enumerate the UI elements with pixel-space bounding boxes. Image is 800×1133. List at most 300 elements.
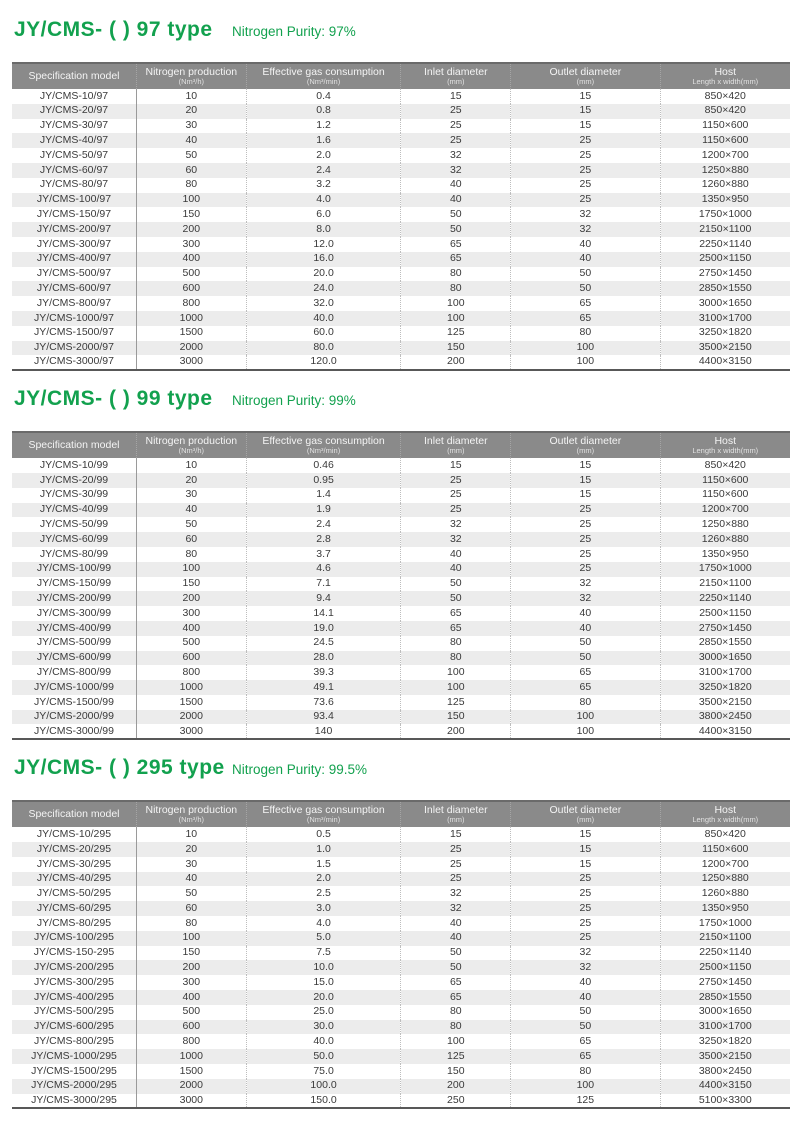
table-row [12,296,790,311]
table-cell: 100 [511,724,660,739]
table-cell: JY/CMS-200/99 [36,591,112,604]
table-cell: 1150×600 [660,473,790,488]
table-cell: JY/CMS-60/99 [39,532,109,545]
table-cell: 50 [401,960,511,975]
table-cell: 32 [401,163,511,178]
table-row [12,355,790,370]
table-cell: 32 [511,222,660,237]
column-label: Host [714,66,737,79]
table-cell: 3.0 [246,901,401,916]
table-cell: 15 [511,89,660,104]
table-row [12,695,790,710]
table-cell: 80 [136,547,246,562]
column-label: Nitrogen production [145,435,238,448]
table-cell: 25 [511,931,660,946]
table-cell: JY/CMS-500/97 [36,267,112,280]
table-cell: 50 [401,222,511,237]
table-row [12,916,790,931]
table-row [12,119,790,134]
table-cell: 32 [401,901,511,916]
table-row [12,547,790,562]
column-header [246,432,401,458]
table-cell: 65 [511,296,660,311]
table-cell: 2500×1150 [660,252,790,267]
table-cell: JY/CMS-60/295 [36,901,112,914]
table-cell: 4.0 [246,916,401,931]
table-header [12,63,790,89]
table-cell: 28.0 [246,651,401,666]
table-row [12,222,790,237]
table-cell: 100 [401,311,511,326]
table-cell: 25 [401,857,511,872]
table-cell: 500 [136,267,246,282]
table-cell: 125 [401,1049,511,1064]
table-cell: 2850×1550 [660,281,790,296]
table-cell: 32 [511,960,660,975]
column-header [246,63,401,89]
table-cell: 40 [401,547,511,562]
table-cell: 3000 [136,355,246,370]
table-row [12,532,790,547]
table-cell: 150 [401,710,511,725]
table-cell: 2850×1550 [660,990,790,1005]
table-row [12,1020,790,1035]
table-cell: JY/CMS-50/295 [36,887,112,900]
table-cell: 400 [136,621,246,636]
column-header [511,432,660,458]
table-cell: 300 [136,237,246,252]
table-cell: 1.4 [246,488,401,503]
table-cell: 39.3 [246,665,401,680]
column-label: Outlet diameter [549,435,622,448]
table-cell: 3800×2450 [660,1064,790,1079]
table-cell: 32.0 [246,296,401,311]
table-cell: JY/CMS-400/99 [36,621,112,634]
table-cell: JY/CMS-500/295 [34,1005,114,1018]
column-header [511,801,660,827]
column-label: Specification model [28,439,120,452]
table-cell: 60.0 [246,326,401,341]
spec-table-97 [12,62,790,371]
column-header [401,801,511,827]
table-row [12,931,790,946]
column-label: Host [714,804,737,817]
table-cell: 1200×700 [660,857,790,872]
table-cell: 25 [511,901,660,916]
table-cell: 2.8 [246,532,401,547]
table-cell: 500 [136,636,246,651]
table-cell: 2750×1450 [660,975,790,990]
table-row [12,665,790,680]
table-cell: 1150×600 [660,488,790,503]
spec-section-295 [12,756,790,1109]
table-cell: 50 [136,148,246,163]
table-cell: 25 [401,488,511,503]
table-cell: JY/CMS-1500/99 [34,695,114,708]
column-label: Host [714,435,737,448]
purity-label: Nitrogen Purity: 99% [232,393,356,409]
table-cell: 6.0 [246,207,401,222]
table-cell: 25 [511,886,660,901]
column-unit: (mm) [447,815,465,825]
table-cell: 1.2 [246,119,401,134]
table-row [12,636,790,651]
table-cell: 20 [136,104,246,119]
table-cell: 5100×3300 [660,1094,790,1109]
column-unit: (mm) [576,815,595,825]
section-header [14,18,790,46]
table-cell: 60 [136,901,246,916]
table-cell: 15 [511,827,660,842]
column-header [12,801,136,827]
column-header [660,801,790,827]
table-cell: 1350×950 [660,193,790,208]
table-cell: 25 [401,503,511,518]
table-cell: 2000 [136,710,246,725]
table-cell: JY/CMS-40/99 [39,503,109,516]
table-cell: 125 [401,326,511,341]
spec-section-99 [12,387,790,740]
table-cell: 3000 [136,724,246,739]
table-row [12,237,790,252]
table-cell: 25 [401,842,511,857]
table-cell: 65 [401,237,511,252]
table-cell: 1150×600 [660,842,790,857]
table-cell: 100 [136,931,246,946]
table-row [12,1094,790,1109]
table-cell: 100 [511,341,660,356]
column-label: Effective gas consumption [262,435,385,448]
table-cell: JY/CMS-100/295 [34,931,114,944]
table-cell: 40 [401,916,511,931]
table-cell: JY/CMS-40/97 [39,134,109,147]
table-row [12,990,790,1005]
table-row [12,827,790,842]
table-cell: 1750×1000 [660,916,790,931]
table-cell: 10.0 [246,960,401,975]
column-label: Effective gas consumption [262,804,385,817]
table-cell: 15.0 [246,975,401,990]
table-cell: 3100×1700 [660,311,790,326]
table-cell: 14.1 [246,606,401,621]
table-cell: 50 [511,636,660,651]
table-cell: JY/CMS-150/97 [36,208,112,220]
table-cell: JY/CMS-200/295 [34,961,114,974]
spec-table-99 [12,431,790,740]
table-cell: 25 [401,133,511,148]
table-cell: JY/CMS-600/97 [36,281,112,294]
table-cell: 20.0 [246,267,401,282]
table-cell: 100.0 [246,1079,401,1094]
table-cell: 80 [401,281,511,296]
table-row [12,842,790,857]
table-row [12,252,790,267]
table-cell: 40 [136,503,246,518]
table-cell: 4400×3150 [660,724,790,739]
table-cell: 1750×1000 [660,207,790,222]
table-cell: JY/CMS-600/295 [34,1020,114,1033]
table-cell: 80 [401,1020,511,1035]
table-cell: 80 [401,1005,511,1020]
table-cell: JY/CMS-3000/295 [31,1093,117,1106]
table-cell: 100 [511,710,660,725]
table-cell: JY/CMS-150-295 [33,946,115,959]
table-cell: 25 [511,916,660,931]
column-label: Outlet diameter [549,66,622,79]
column-label: Specification model [28,808,120,821]
table-cell: 200 [401,724,511,739]
table-cell: 93.4 [246,710,401,725]
table-cell: 800 [136,665,246,680]
table-cell: 15 [511,488,660,503]
table-row [12,872,790,887]
table-cell: 20 [136,842,246,857]
table-cell: 65 [401,621,511,636]
table-cell: 2.4 [246,163,401,178]
column-header [660,432,790,458]
table-row [12,193,790,208]
table-cell: 24.5 [246,636,401,651]
table-cell: 800 [136,1034,246,1049]
column-header [246,801,401,827]
table-cell: 40.0 [246,1034,401,1049]
table-cell: 73.6 [246,695,401,710]
purity-label: Nitrogen Purity: 97% [232,24,356,39]
table-cell: 1500 [136,1064,246,1079]
table-cell: JY/CMS-600/99 [36,651,112,664]
table-cell: JY/CMS-300/97 [36,237,112,250]
table-cell: 300 [136,975,246,990]
table-cell: JY/CMS-800/97 [36,296,112,309]
table-cell: JY/CMS-40/295 [36,872,112,885]
table-cell: 25 [511,193,660,208]
table-cell: JY/CMS-80/99 [39,547,109,560]
table-cell: JY/CMS-3000/97 [34,355,114,368]
table-cell: 15 [511,119,660,134]
table-row [12,326,790,341]
table-row [12,473,790,488]
header-row [12,801,790,827]
table-cell: 3250×1820 [660,326,790,341]
column-header [136,801,246,827]
table-cell: 25 [401,473,511,488]
table-row [12,517,790,532]
table-cell: 140 [246,724,401,739]
table-cell: 2000 [136,341,246,356]
table-cell: 200 [136,960,246,975]
table-cell: 2850×1550 [660,636,790,651]
table-cell: 30 [136,857,246,872]
table-cell: 65 [511,1034,660,1049]
table-cell: 80 [136,916,246,931]
table-cell: 1.5 [246,857,401,872]
header-row [12,432,790,458]
table-cell: JY/CMS-500/99 [36,636,112,649]
table-cell: JY/CMS-80/295 [36,916,112,929]
table-cell: JY/CMS-20/97 [39,104,109,117]
table-cell: 1000 [136,1049,246,1064]
table-cell: 1260×880 [660,886,790,901]
table-cell: 200 [136,591,246,606]
table-cell: 25 [511,517,660,532]
table-row [12,267,790,282]
table-cell: 65 [401,252,511,267]
column-header [511,63,660,89]
table-cell: 40.0 [246,311,401,326]
table-cell: JY/CMS-2000/99 [34,710,114,723]
table-cell: 15 [511,104,660,119]
table-row [12,975,790,990]
table-cell: 15 [401,827,511,842]
table-cell: 40 [511,237,660,252]
table-cell: 40 [511,990,660,1005]
table-row [12,651,790,666]
table-cell: 2.5 [246,886,401,901]
spec-section-97 [12,18,790,371]
table-cell: 0.4 [246,89,401,104]
column-label: Nitrogen production [145,804,238,817]
table-row [12,591,790,606]
table-cell: 25 [511,178,660,193]
table-cell: 150.0 [246,1094,401,1109]
table-cell: 25 [401,872,511,887]
table-cell: 3000×1650 [660,296,790,311]
table-cell: JY/CMS-80/97 [39,178,109,191]
table-cell: 3500×2150 [660,341,790,356]
table-cell: 32 [401,886,511,901]
table-cell: 25.0 [246,1005,401,1020]
spec-table-295 [12,800,790,1109]
table-cell: JY/CMS-20/295 [36,842,112,855]
table-cell: 80 [401,267,511,282]
table-cell: 7.5 [246,946,401,961]
section-title: JY/CMS- ( ) 97 type [14,18,213,41]
table-cell: JY/CMS-1000/97 [34,311,114,324]
column-unit: (Nm³/min) [306,77,341,87]
column-label: Inlet diameter [424,804,488,817]
table-cell: 65 [401,990,511,1005]
table-cell: 10 [136,458,246,473]
table-cell: 15 [511,473,660,488]
table-cell: JY/CMS-300/99 [36,606,112,619]
table-body [12,827,790,1108]
column-unit: (Nm³/min) [306,815,341,825]
table-row [12,1049,790,1064]
table-cell: 32 [401,148,511,163]
table-cell: 3.7 [246,547,401,562]
table-cell: JY/CMS-10/99 [39,458,109,471]
table-cell: JY/CMS-200/97 [36,222,112,235]
table-row [12,724,790,739]
table-cell: 3000×1650 [660,651,790,666]
table-cell: JY/CMS-20/99 [39,473,109,486]
table-cell: 65 [511,665,660,680]
table-cell: 1250×880 [660,872,790,887]
table-cell: 1200×700 [660,503,790,518]
table-cell: 32 [511,577,660,592]
table-cell: 2500×1150 [660,606,790,621]
table-cell: 2250×1140 [660,237,790,252]
table-header [12,801,790,827]
table-row [12,710,790,725]
table-cell: 800 [136,296,246,311]
table-cell: 25 [511,133,660,148]
column-unit: (Nm³/h) [178,815,205,825]
table-cell: 80 [511,326,660,341]
table-body [12,458,790,739]
header-row [12,63,790,89]
table-cell: 12.0 [246,237,401,252]
table-row [12,341,790,356]
table-cell: 30 [136,488,246,503]
table-cell: 1260×880 [660,532,790,547]
table-row [12,148,790,163]
table-cell: 1260×880 [660,178,790,193]
table-cell: JY/CMS-50/99 [39,517,109,530]
table-cell: JY/CMS-2000/295 [31,1079,117,1092]
table-row [12,89,790,104]
column-header [12,432,136,458]
table-cell: 600 [136,651,246,666]
column-unit: (Nm³/h) [178,446,205,456]
table-row [12,503,790,518]
table-cell: 8.0 [246,222,401,237]
table-row [12,606,790,621]
column-unit: Length x width(mm) [692,815,759,825]
table-row [12,1064,790,1079]
column-unit: (Nm³/h) [178,77,205,87]
table-cell: 200 [401,355,511,370]
table-cell: 100 [511,1079,660,1094]
table-cell: 25 [511,148,660,163]
table-cell: JY/CMS-1500/97 [34,326,114,339]
table-cell: 3000×1650 [660,1005,790,1020]
table-cell: 1.0 [246,842,401,857]
table-cell: 30 [136,119,246,134]
table-cell: 0.95 [246,473,401,488]
section-header [14,756,790,784]
table-cell: 150 [401,1064,511,1079]
table-cell: 150 [401,341,511,356]
table-cell: 50 [401,946,511,961]
table-cell: 40 [136,133,246,148]
table-cell: JY/CMS-1000/295 [31,1049,117,1062]
table-cell: 20.0 [246,990,401,1005]
table-cell: JY/CMS-1500/295 [31,1064,117,1077]
table-row [12,1005,790,1020]
table-cell: 150 [136,577,246,592]
table-cell: 850×420 [660,104,790,119]
table-cell: 5.0 [246,931,401,946]
table-cell: 400 [136,252,246,267]
table-cell: 15 [401,458,511,473]
table-cell: 3100×1700 [660,1020,790,1035]
table-cell: 2500×1150 [660,960,790,975]
table-cell: 1000 [136,311,246,326]
section-header [14,387,790,415]
table-row [12,488,790,503]
table-cell: 120.0 [246,355,401,370]
table-row [12,1079,790,1094]
table-cell: JY/CMS-300/295 [34,975,114,988]
table-cell: 300 [136,606,246,621]
table-cell: 60 [136,532,246,547]
table-cell: JY/CMS-30/295 [36,857,112,870]
table-row [12,901,790,916]
table-row [12,163,790,178]
table-cell: 50.0 [246,1049,401,1064]
section-title: JY/CMS- ( ) 295 type [14,756,225,780]
